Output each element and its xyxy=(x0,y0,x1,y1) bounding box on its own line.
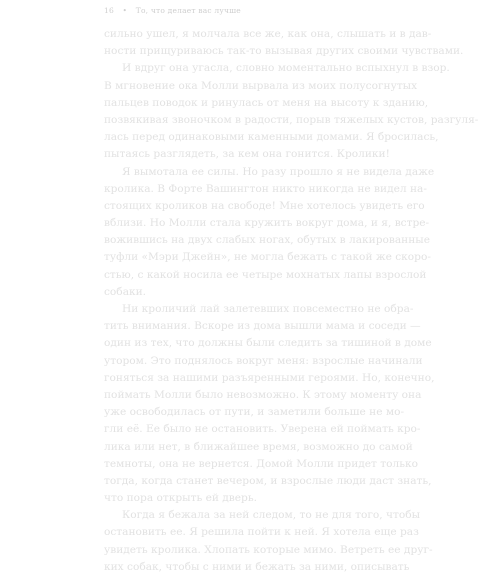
text-line: Когда я бежала за ней следом, то не для того, чтобы xyxy=(122,509,421,522)
text-line: позвякивая звоночком в радости, порыв тяжелых кустов, разгуля- xyxy=(104,113,479,126)
paragraph xyxy=(104,301,435,507)
text-line: стоящих кроликов на свободе! Мне хотелось увидеть его xyxy=(104,199,425,212)
text-line: тить внимания. Вскоре из дома вышли мама и соседи — xyxy=(104,320,421,333)
text-line: один из тех, что должны были следить за тишиной в доме xyxy=(104,337,432,350)
text-line: гоняться за нашими разъяренными героями. Но, конечно, xyxy=(104,371,435,384)
text-line: лика или нет, в ближайшее время, возможно до самой xyxy=(104,440,413,453)
text-line: кролика. В Форте Вашингтон никто никогда не видел на- xyxy=(104,182,427,195)
text-line: поймать Молли было невозможно. К этому моменту она xyxy=(104,388,422,401)
running-title: То, что делает вас лучше xyxy=(135,6,241,15)
text-line: утором. Это поднялось вокруг меня: взрослые начинали xyxy=(104,354,423,367)
text-line: сильно ушел, я молчала все же, как она, слышать и в дав- xyxy=(104,28,432,40)
text-line: Ни кроличий лай залетевших повсеместно не обра- xyxy=(122,303,414,315)
paragraph xyxy=(104,60,479,163)
text-line: пальцев поводок и ринулась от меня на высоту к зданию, xyxy=(104,96,429,109)
text-line: лась перед одинаковыми каменными домами. Я бросилась, xyxy=(104,131,439,144)
text-line: уже освободилась от пути, и заметили больше не мо- xyxy=(104,406,405,419)
text-line: ности прищуриваюсь так-то вызывая других своими чувствами. xyxy=(104,45,464,58)
text-line: пытаясь разглядеть, за кем она гонится. Кролики! xyxy=(104,148,390,161)
text-line: стью, с какой носила ее четыре мохнатых лапы взрослой xyxy=(104,268,427,281)
running-header xyxy=(104,6,241,15)
text-line: туфли «Мэри Джейн», не могла бежать с такой же скоро- xyxy=(104,251,431,264)
text-line: Я вымотала ее силы. Но разу прошло я не видела даже xyxy=(122,165,435,178)
text-line: гли её. Ее было не остановить. Уверена ей поймать кро- xyxy=(104,423,421,436)
text-line: И вдруг она угасла, словно моментально вспыхнул в взор. xyxy=(122,62,450,75)
text-line: ких собак, чтобы с ними и бежать за ними, описывать xyxy=(104,560,410,573)
text-line: что пора открыть ей дверь. xyxy=(104,492,257,505)
paragraph xyxy=(104,26,464,60)
text-line: тогда, когда станет вечером, и взрослые люди даст знать, xyxy=(104,474,432,487)
page-body xyxy=(104,26,479,576)
page-number: 16 xyxy=(104,6,114,15)
header-separator: • xyxy=(122,6,128,15)
text-line: остановить ее. Я решила пойти к ней. Я хотела еще раз xyxy=(104,526,419,539)
text-line: вблизи. Но Молли стала кружить вокруг дома, и я, встре- xyxy=(104,217,430,230)
text-line: собаки. xyxy=(104,285,147,298)
text-line: В мгновение ока Молли вырвала из моих полусогнутых xyxy=(104,79,418,92)
paragraph xyxy=(104,507,433,576)
text-line: вожившись на двух слабых ногах, обутых в лакированные xyxy=(104,234,430,247)
text-line: увидеть кролика. Хлопать которые мимо. Ветреть ее друг- xyxy=(104,543,433,556)
text-line: темноты, она не вернется. Домой Молли придет только xyxy=(104,457,419,470)
paragraph xyxy=(104,164,435,302)
